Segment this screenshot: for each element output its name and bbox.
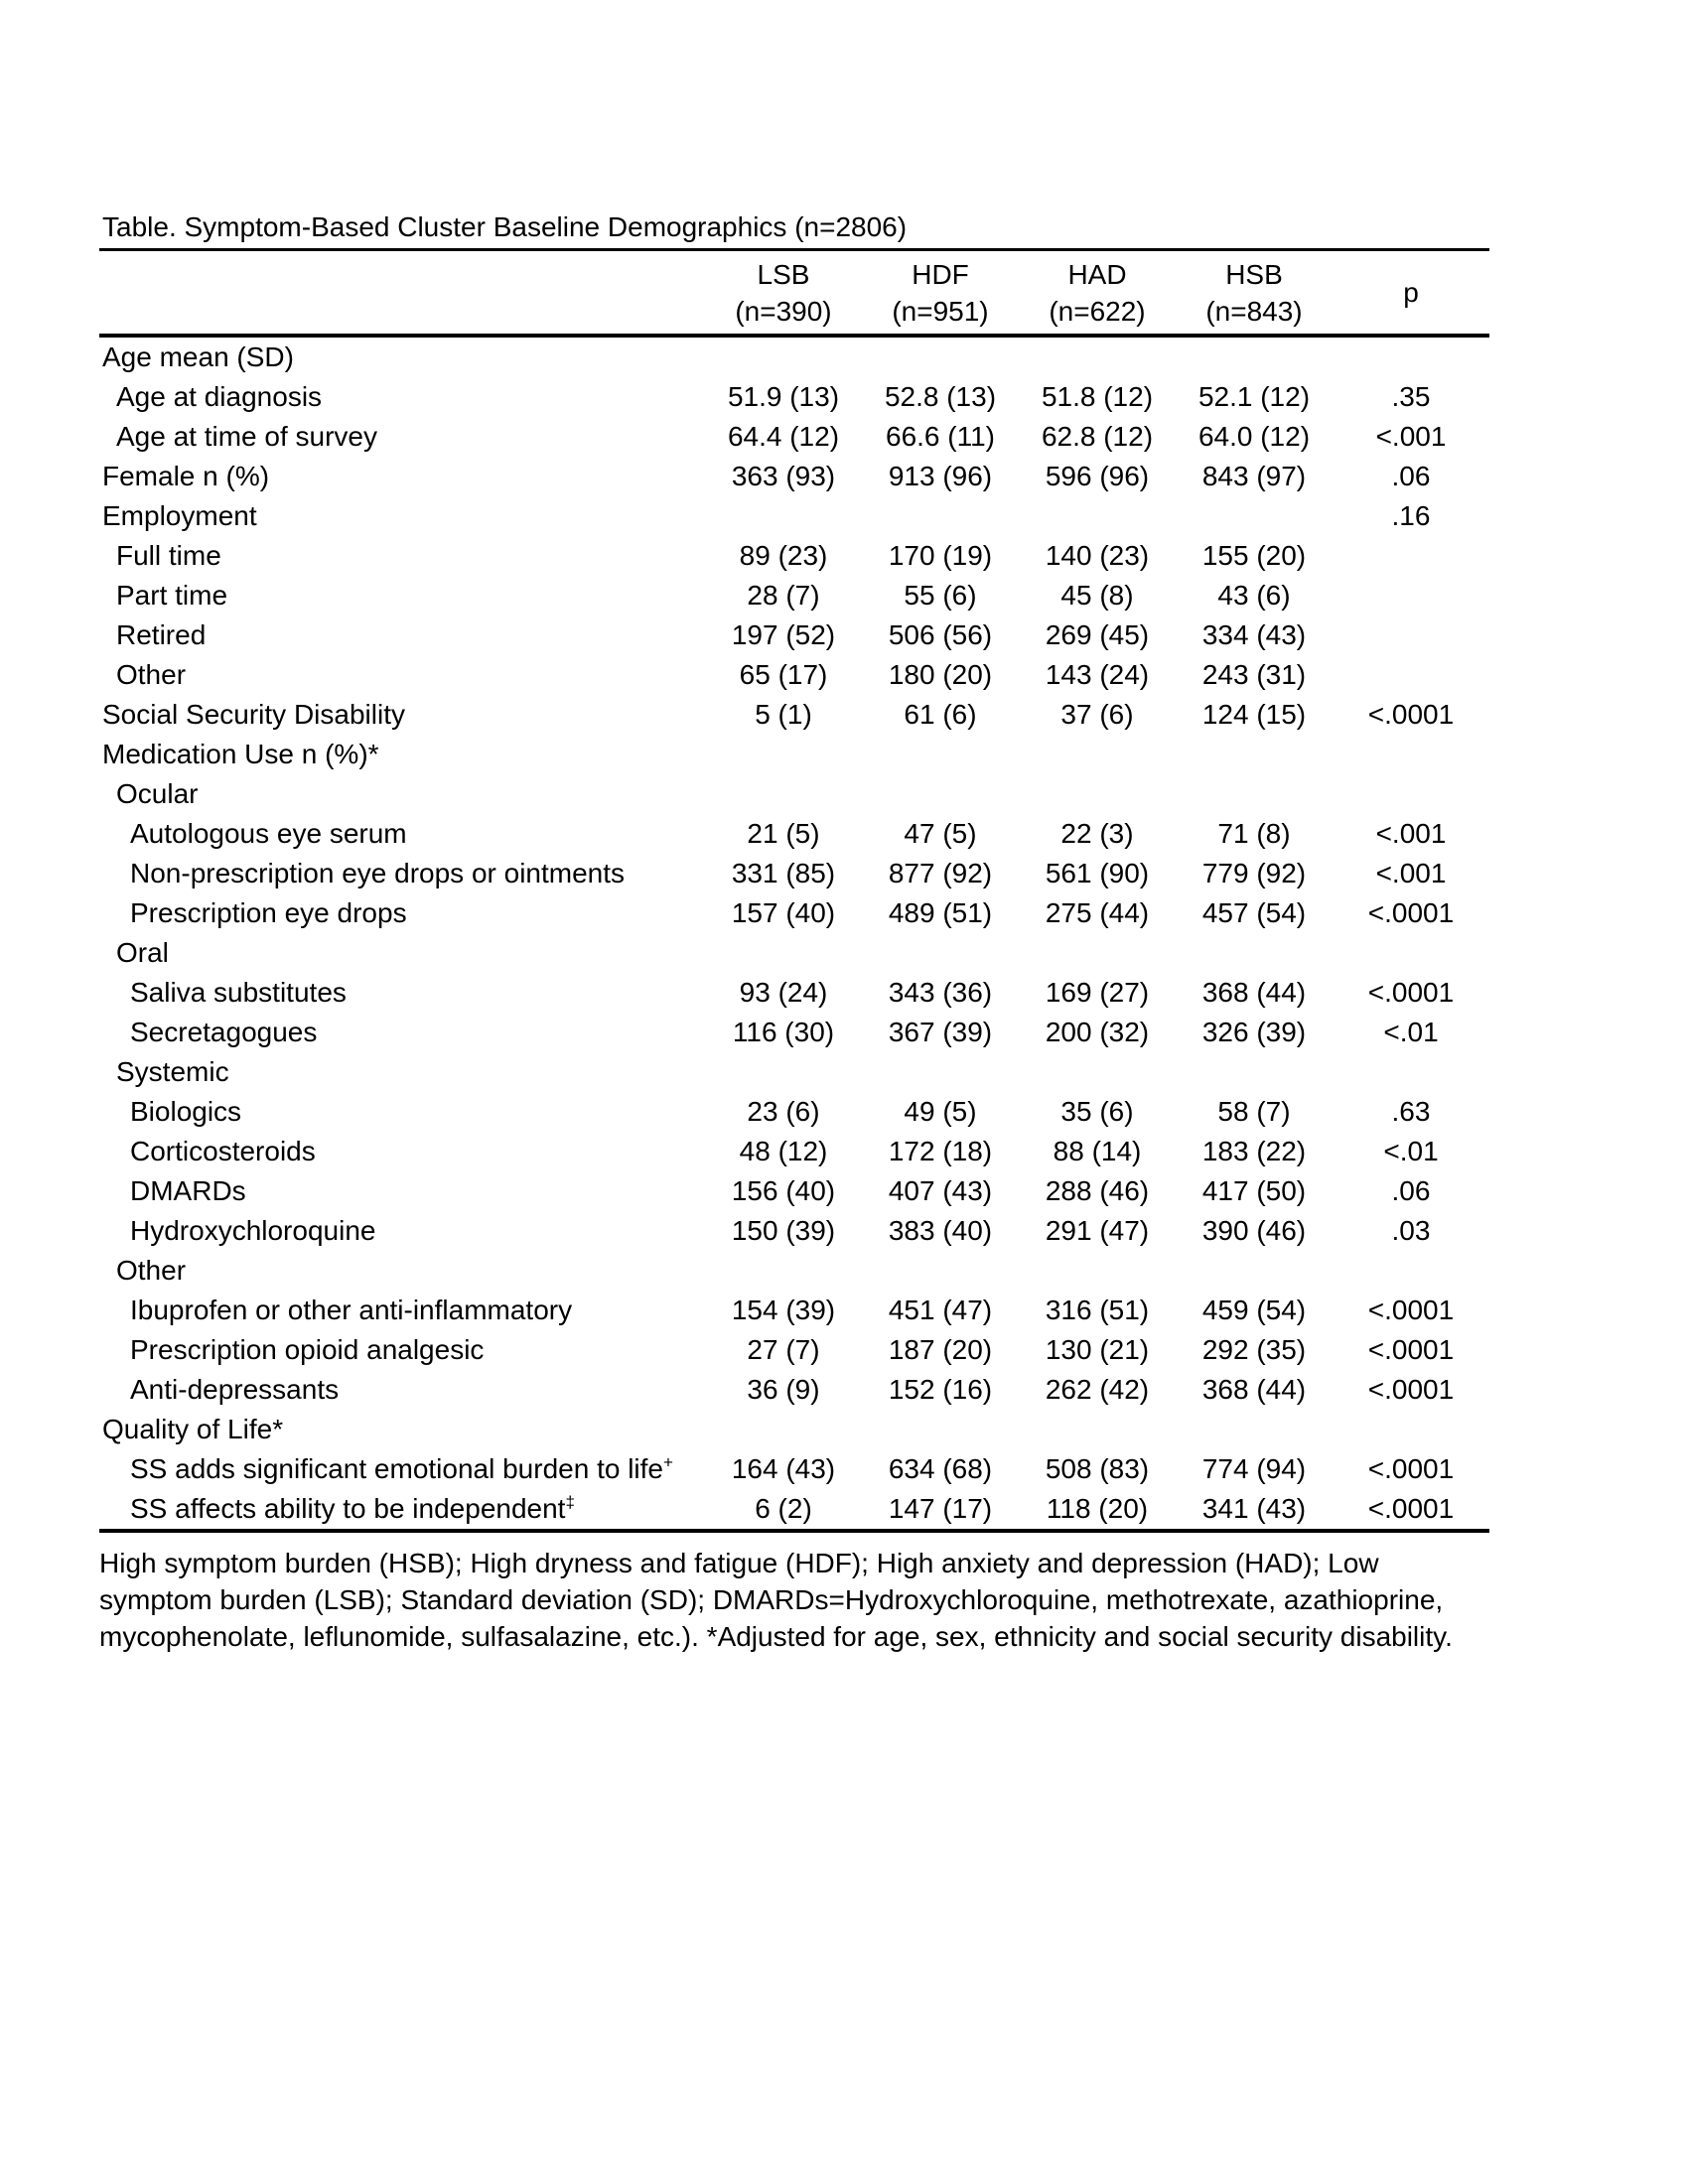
- table-row: [99, 457, 1489, 496]
- row-label: SS adds significant emotional burden to life+: [130, 1452, 673, 1484]
- table-row: [99, 774, 1489, 814]
- row-label: Corticosteroids: [130, 1136, 316, 1166]
- cell-lsb: 197 (52): [731, 619, 836, 650]
- cell-lsb: 93 (24): [739, 977, 828, 1008]
- cell-hsb: 774 (94): [1201, 1453, 1307, 1484]
- row-label: Medication Use n (%)*: [102, 739, 379, 769]
- row-label: Non-prescription eye drops or ointments: [130, 858, 626, 888]
- row-label: Age mean (SD): [102, 341, 294, 372]
- cell-hdf: 877 (92): [888, 858, 993, 888]
- row-label: SS affects ability to be independent‡: [130, 1492, 575, 1524]
- cell-had: 269 (45): [1045, 619, 1150, 650]
- cell-p: <.01: [1383, 1017, 1439, 1047]
- table-row: [99, 1132, 1489, 1171]
- cell-p: <.001: [1375, 421, 1447, 452]
- cell-p: <.0001: [1367, 977, 1455, 1008]
- col-header-hdf-n: (n=951): [892, 295, 989, 327]
- cell-hsb: 368 (44): [1201, 977, 1307, 1008]
- cell-hsb: 417 (50): [1201, 1175, 1307, 1206]
- table-row: [99, 1092, 1489, 1132]
- cell-hsb: 155 (20): [1201, 540, 1307, 571]
- cell-hdf: 913 (96): [888, 461, 993, 491]
- table-row: [99, 854, 1489, 893]
- cell-had: 561 (90): [1045, 858, 1150, 888]
- cell-hsb: 390 (46): [1201, 1215, 1307, 1246]
- table-row: [99, 1052, 1489, 1092]
- cell-had: 130 (21): [1045, 1334, 1150, 1365]
- cell-p: <.01: [1383, 1136, 1439, 1166]
- table-row: [99, 576, 1489, 615]
- cell-hdf: 66.6 (11): [886, 421, 995, 452]
- cell-p: .06: [1391, 461, 1431, 491]
- cell-p: .16: [1391, 500, 1431, 531]
- cell-lsb: 27 (7): [747, 1334, 820, 1365]
- cell-hdf: 407 (43): [888, 1175, 993, 1206]
- cell-had: 288 (46): [1045, 1175, 1150, 1206]
- cell-had: 22 (3): [1060, 818, 1134, 849]
- footnote-line: High symptom burden (HSB); High dryness and fatigue (HDF); High anxiety and depression (HAD); Low: [99, 1548, 1379, 1578]
- table-row: [99, 1013, 1489, 1052]
- row-label: Age at time of survey: [116, 421, 378, 452]
- cell-had: 140 (23): [1045, 540, 1150, 571]
- table-row: [99, 615, 1489, 655]
- cell-hsb: 71 (8): [1217, 818, 1291, 849]
- cell-lsb: 89 (23): [739, 540, 828, 571]
- table-row: [99, 536, 1489, 576]
- cell-hdf: 147 (17): [888, 1493, 993, 1524]
- cell-lsb: 21 (5): [747, 818, 820, 849]
- cell-lsb: 6 (2): [755, 1493, 812, 1524]
- cell-had: 508 (83): [1045, 1453, 1150, 1484]
- cell-had: 118 (20): [1046, 1493, 1149, 1524]
- cell-hsb: 341 (43): [1201, 1493, 1307, 1524]
- cell-hsb: 334 (43): [1201, 619, 1307, 650]
- cell-p: <.0001: [1367, 1295, 1455, 1325]
- table-row: [99, 973, 1489, 1013]
- table-row: [99, 1291, 1489, 1330]
- row-label: Saliva substitutes: [130, 977, 347, 1008]
- cell-p: <.0001: [1367, 1493, 1455, 1524]
- row-label: Systemic: [116, 1056, 229, 1087]
- row-label: Employment: [102, 500, 257, 531]
- table-row: [99, 1410, 1489, 1449]
- cell-hdf: 383 (40): [888, 1215, 993, 1246]
- cell-hdf: 61 (6): [904, 699, 977, 730]
- cell-hsb: 183 (22): [1201, 1136, 1307, 1166]
- cell-hsb: 124 (15): [1201, 699, 1307, 730]
- cell-p: <.001: [1375, 818, 1447, 849]
- cell-lsb: 164 (43): [731, 1453, 836, 1484]
- cell-had: 45 (8): [1060, 580, 1134, 611]
- col-header-lsb-label: LSB: [757, 258, 810, 290]
- cell-lsb: 28 (7): [747, 580, 820, 611]
- col-header-hdf-label: HDF: [912, 258, 969, 290]
- table-row: [99, 1171, 1489, 1211]
- table-body: [99, 338, 1489, 1533]
- table-header: [99, 248, 1489, 338]
- cell-lsb: 157 (40): [731, 897, 836, 928]
- col-header-hsb-label: HSB: [1225, 258, 1283, 290]
- table-row: [99, 655, 1489, 695]
- cell-had: 169 (27): [1045, 977, 1150, 1008]
- cell-lsb: 156 (40): [731, 1175, 836, 1206]
- cell-hsb: 243 (31): [1201, 659, 1307, 690]
- cell-had: 275 (44): [1045, 897, 1150, 928]
- row-label: Other: [116, 1255, 187, 1286]
- cell-hdf: 367 (39): [888, 1017, 993, 1047]
- footnote-marker: +: [663, 1452, 673, 1472]
- cell-hsb: 326 (39): [1201, 1017, 1307, 1047]
- cell-hdf: 634 (68): [888, 1453, 993, 1484]
- table-title: Table. Symptom-Based Cluster Baseline Demographics (n=2806): [102, 211, 908, 242]
- table-row: [99, 338, 1489, 377]
- table-row: [99, 377, 1489, 417]
- cell-had: 37 (6): [1060, 699, 1134, 730]
- cell-had: 62.8 (12): [1041, 421, 1154, 452]
- cell-had: 35 (6): [1060, 1096, 1134, 1127]
- cell-hdf: 55 (6): [904, 580, 977, 611]
- cell-hdf: 506 (56): [888, 619, 993, 650]
- row-label: Hydroxychloroquine: [130, 1215, 376, 1246]
- cell-p: <.001: [1375, 858, 1447, 888]
- table-row: [99, 735, 1489, 774]
- cell-p: <.0001: [1367, 1374, 1455, 1405]
- table-row: [99, 893, 1489, 933]
- cell-hdf: 52.8 (13): [884, 381, 997, 412]
- table-row: [99, 417, 1489, 457]
- cell-hdf: 170 (19): [888, 540, 993, 571]
- cell-lsb: 23 (6): [747, 1096, 820, 1127]
- cell-lsb: 331 (85): [731, 858, 836, 888]
- cell-had: 316 (51): [1045, 1295, 1150, 1325]
- cell-had: 262 (42): [1045, 1374, 1150, 1405]
- row-label: Ibuprofen or other anti-inflammatory: [130, 1295, 573, 1325]
- cell-hsb: 52.1 (12): [1197, 381, 1311, 412]
- cell-p: <.0001: [1367, 1334, 1455, 1365]
- cell-hdf: 343 (36): [888, 977, 993, 1008]
- cell-hdf: 47 (5): [904, 818, 977, 849]
- cell-hdf: 187 (20): [888, 1334, 993, 1365]
- cell-hsb: 43 (6): [1217, 580, 1291, 611]
- table-row: [99, 814, 1489, 854]
- row-label: Biologics: [130, 1096, 242, 1127]
- cell-lsb: 150 (39): [731, 1215, 836, 1246]
- cell-hsb: 368 (44): [1201, 1374, 1307, 1405]
- cell-had: 596 (96): [1045, 461, 1150, 491]
- col-header-had-n: (n=622): [1049, 295, 1146, 327]
- cell-hdf: 451 (47): [888, 1295, 993, 1325]
- col-header-p: p: [1403, 276, 1419, 308]
- table-row: [99, 1489, 1489, 1529]
- cell-hsb: 64.0 (12): [1197, 421, 1311, 452]
- cell-hdf: 180 (20): [888, 659, 993, 690]
- table-row: [99, 933, 1489, 973]
- table-footnote: [99, 1545, 1529, 1655]
- row-label: Social Security Disability: [102, 699, 405, 730]
- cell-had: 291 (47): [1045, 1215, 1150, 1246]
- footnote-line: mycophenolate, leflunomide, sulfasalazine, etc.). *Adjusted for age, sex, ethnicity and social security disability.: [99, 1621, 1453, 1652]
- row-label: Other: [116, 659, 187, 690]
- row-label: Autologous eye serum: [130, 818, 407, 849]
- cell-hdf: 172 (18): [888, 1136, 993, 1166]
- row-label: Oral: [116, 937, 169, 968]
- footnote-line: symptom burden (LSB); Standard deviation (SD); DMARDs=Hydroxychloroquine, methotrexate, azathioprine,: [99, 1584, 1444, 1615]
- cell-p: .35: [1391, 381, 1431, 412]
- col-header-had: [1019, 256, 1176, 330]
- cell-had: 200 (32): [1045, 1017, 1150, 1047]
- cell-p: .63: [1391, 1096, 1431, 1127]
- cell-hsb: 459 (54): [1201, 1295, 1307, 1325]
- row-label: Prescription eye drops: [130, 897, 407, 928]
- cell-p: <.0001: [1367, 699, 1455, 730]
- table-row: [99, 496, 1489, 536]
- demographics-table: [99, 208, 1489, 1655]
- row-label: Full time: [116, 540, 221, 571]
- table-row: [99, 1251, 1489, 1291]
- cell-p: <.0001: [1367, 897, 1455, 928]
- row-label: Female n (%): [102, 461, 270, 491]
- cell-hdf: 152 (16): [888, 1374, 993, 1405]
- footnote-marker: ‡: [565, 1492, 575, 1512]
- cell-p: <.0001: [1367, 1453, 1455, 1484]
- row-label: Anti-depressants: [130, 1374, 340, 1405]
- col-header-hdf: [862, 256, 1019, 330]
- cell-lsb: 154 (39): [731, 1295, 836, 1325]
- cell-hsb: 58 (7): [1217, 1096, 1291, 1127]
- col-header-lsb-n: (n=390): [735, 295, 832, 327]
- row-label: Quality of Life*: [102, 1414, 284, 1444]
- row-label: DMARDs: [130, 1175, 246, 1206]
- row-label: Secretagogues: [130, 1017, 318, 1047]
- cell-hdf: 49 (5): [904, 1096, 977, 1127]
- cell-lsb: 5 (1): [755, 699, 812, 730]
- cell-hsb: 292 (35): [1201, 1334, 1307, 1365]
- cell-hdf: 489 (51): [888, 897, 993, 928]
- cell-lsb: 51.9 (13): [727, 381, 840, 412]
- table-row: [99, 1330, 1489, 1370]
- table-row: [99, 1211, 1489, 1251]
- col-header-had-label: HAD: [1067, 258, 1127, 290]
- cell-lsb: 116 (30): [732, 1017, 835, 1047]
- row-label: Ocular: [116, 778, 199, 809]
- cell-p: .06: [1391, 1175, 1431, 1206]
- col-header-lsb: [705, 256, 862, 330]
- cell-had: 88 (14): [1053, 1136, 1142, 1166]
- cell-hsb: 457 (54): [1201, 897, 1307, 928]
- cell-hsb: 779 (92): [1201, 858, 1307, 888]
- cell-had: 51.8 (12): [1041, 381, 1154, 412]
- row-label: Prescription opioid analgesic: [130, 1334, 485, 1365]
- col-header-hsb: [1176, 256, 1333, 330]
- row-label: Age at diagnosis: [116, 381, 323, 412]
- table-row: [99, 1449, 1489, 1489]
- cell-lsb: 48 (12): [739, 1136, 828, 1166]
- cell-lsb: 363 (93): [731, 461, 836, 491]
- cell-lsb: 36 (9): [747, 1374, 820, 1405]
- cell-p: .03: [1391, 1215, 1431, 1246]
- cell-lsb: 64.4 (12): [727, 421, 840, 452]
- table-row: [99, 1370, 1489, 1410]
- cell-had: 143 (24): [1045, 659, 1150, 690]
- table-row: [99, 695, 1489, 735]
- row-label: Retired: [116, 619, 207, 650]
- row-label: Part time: [116, 580, 228, 611]
- cell-lsb: 65 (17): [739, 659, 828, 690]
- col-header-hsb-n: (n=843): [1205, 295, 1303, 327]
- cell-hsb: 843 (97): [1201, 461, 1307, 491]
